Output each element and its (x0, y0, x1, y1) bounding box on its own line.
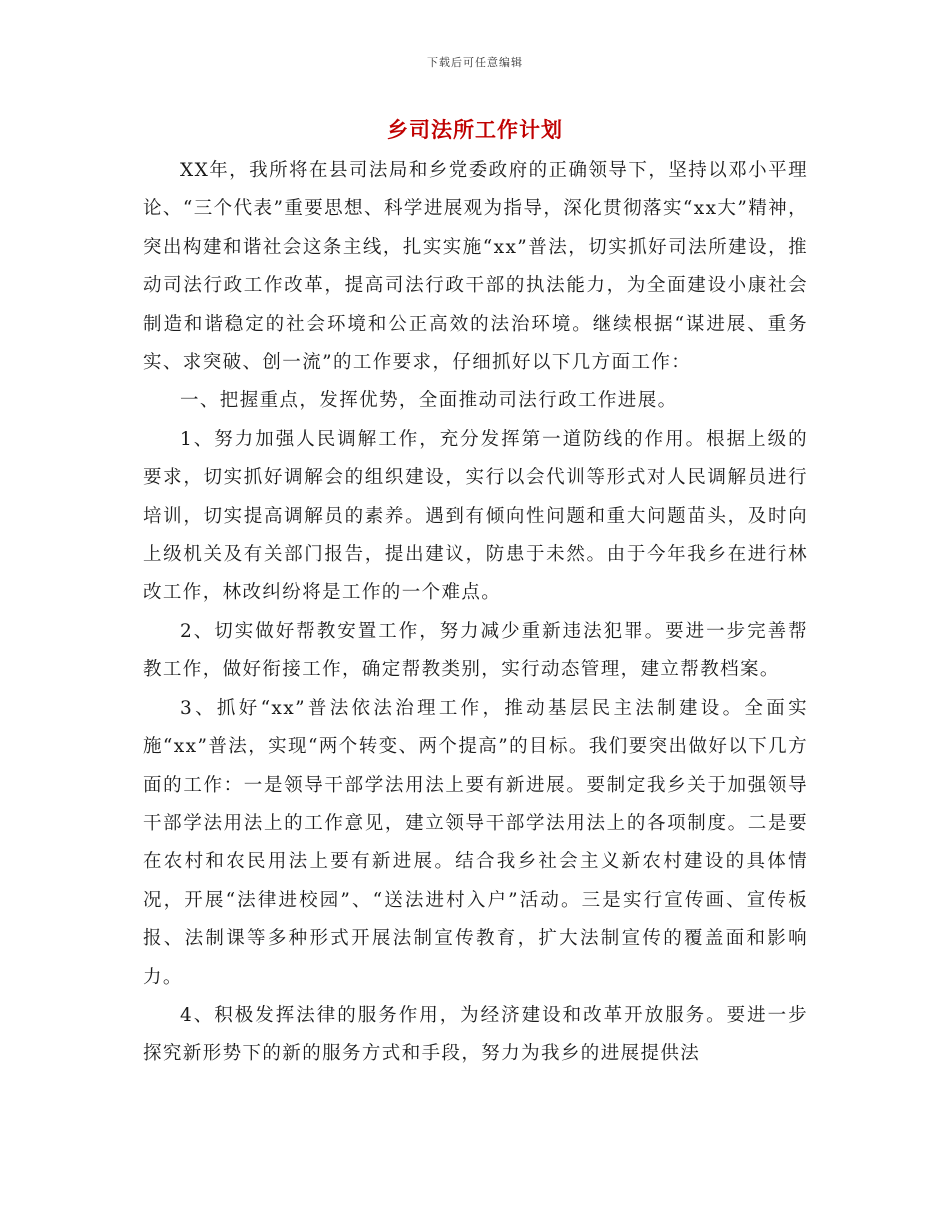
document-body (143, 152, 808, 1074)
paragraph-section-1-heading: 一、把握重点，发挥优势，全面推动司法行政工作进展。 (180, 390, 678, 412)
paragraph-item-1: 1、努力加强人民调解工作，充分发挥第一道防线的作用。根据上级的要求，切实抓好调解会的组织建设，实行以会代训等形式对人民调解员进行培训，切实提高调解员的素养。遇到有倾向性问题和重大问题苗头，及时向上级机关及有关部门报告，提出建议，防患于未然。由于今年我乡在进行林改工作，林改纠纷将是工作的一个难点。 (143, 428, 808, 604)
document-title: 乡司法所工作计划 (387, 117, 563, 142)
paragraph-intro: XX年，我所将在县司法局和乡党委政府的正确领导下，坚持以邓小平理论、“三个代表”重要思想、科学进展观为指导，深化贯彻落实“xx大”精神，突出构建和谐社会这条主线，扎实实施“xx”普法，切实抓好司法所建设，推动司法行政工作改革，提高司法行政干部的执法能力，为全面建设小康社会制造和谐稳定的社会环境和公正高效的法治环境。继续根据“谋进展、重务实、求突破、创一流”的工作要求，仔细抓好以下几方面工作： (143, 160, 808, 374)
paragraph-item-2: 2、切实做好帮教安置工作，努力减少重新违法犯罪。要进一步完善帮教工作，做好衔接工作，确定帮教类别，实行动态管理，建立帮教档案。 (143, 620, 808, 681)
paragraph-item-3: 3、抓好“xx”普法依法治理工作，推动基层民主法制建设。全面实施“xx”普法，实现“两个转变、两个提高”的目标。我们要突出做好以下几方面的工作：一是领导干部学法用法上要有新进展。要制定我乡关于加强领导干部学法用法上的工作意见，建立领导干部学法用法上的各项制度。二是要在农村和农民用法上要有新进展。结合我乡社会主义新农村建设的具体情况，开展“法律进校园”、“送法进村入户”活动。三是实行宣传画、宣传板报、法制课等多种形式开展法制宣传教育，扩大法制宣传的覆盖面和影响力。 (143, 697, 808, 988)
paragraph-item-4: 4、积极发挥法律的服务作用，为经济建设和改革开放服务。要进一步探究新形势下的新的服务方式和手段，努力为我乡的进展提供法 (143, 1004, 808, 1065)
header-note: 下载后可任意编辑 (427, 56, 523, 69)
